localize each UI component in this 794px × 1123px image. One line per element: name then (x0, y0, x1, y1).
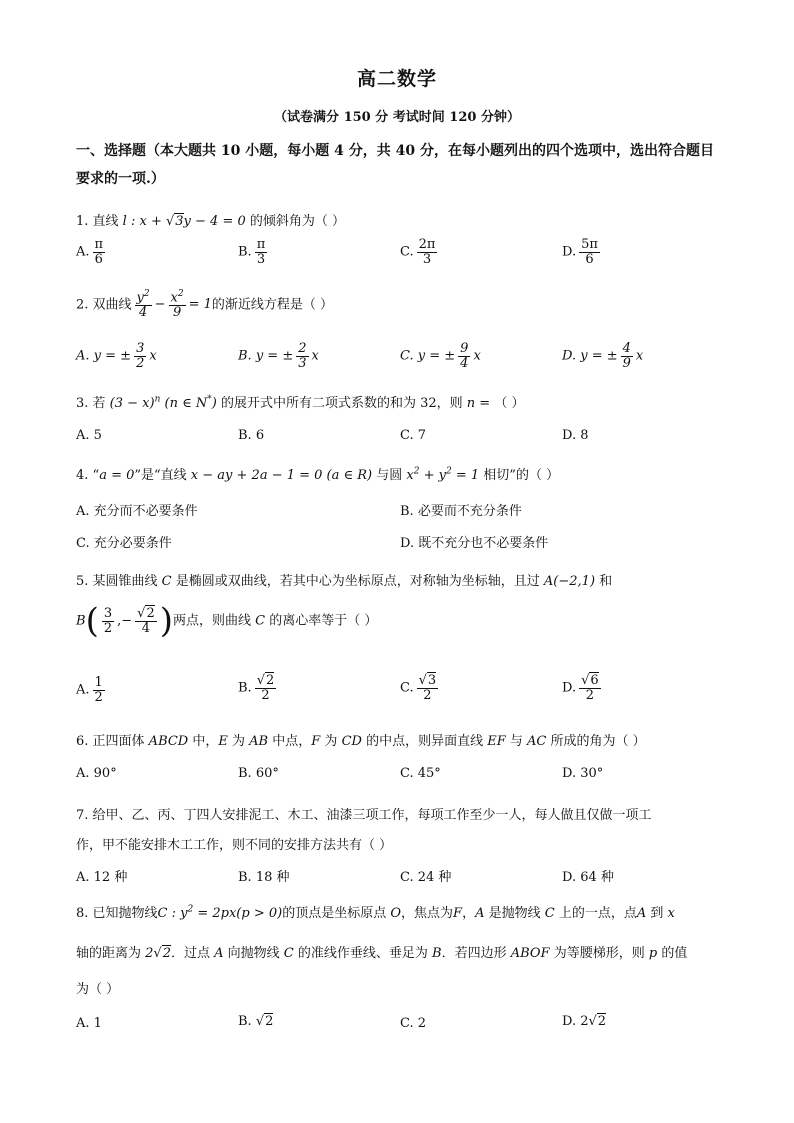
q6-option-c[interactable]: C. 45° (400, 766, 441, 781)
q4-option-b[interactable]: B. 必要而不充分条件 (400, 504, 522, 519)
q7-option-d[interactable]: D. 64 种 (562, 870, 614, 885)
q6-option-a[interactable]: A. 90° (76, 766, 117, 781)
q3-option-d[interactable]: D. 8 (562, 428, 589, 443)
q3-option-b[interactable]: B. 6 (238, 428, 265, 443)
question-8-line-3: 为（ ） (76, 982, 120, 997)
question-1: 1. 直线 l : x + √3y − 4 = 0 的倾斜角为（ ） (76, 214, 346, 229)
section-heading: 一、选择题（本大题共 10 小题，每小题 4 分，共 40 分，在每小题列出的四个选项中，选出符合题目要求的一项.） (76, 143, 714, 187)
q8-option-b[interactable]: B. √2 (238, 1014, 274, 1029)
q2-option-c[interactable]: C. y = ± $\frac{9}{4}$ x (400, 341, 481, 371)
question-6: 6. 正四面体 ABCD 中，E 为 AB 中点，F 为 CD 的中点，则异面直线 EF 与 AC 所成的角为（ ） (76, 734, 646, 749)
q6-option-b[interactable]: B. 60° (238, 766, 279, 781)
question-8-line-1: 8. 已知抛物线C : $y^2 = 2px(p > 0)$的顶点是坐标原点 O，焦点为F，A 是抛物线 C 上的一点，点A 到 x (76, 904, 675, 921)
question-4: 4. “a = 0”是“直线 x − ay + 2a − 1 = 0 (a ∈ R) 与圆 $x^2 + y^2 = 1$ 相切”的（ ） (76, 466, 560, 483)
formula: l : x + √3y − 4 = 0 (118, 214, 250, 229)
q7-option-c[interactable]: C. 24 种 (400, 870, 452, 885)
q6-option-d[interactable]: D. 30° (562, 766, 604, 781)
question-3: 3. 若 $(3 - x)^n$ (n ∈ N*) 的展开式中所有二项式系数的和为 32，则 n = （ ） (76, 394, 525, 411)
question-7-line-2: 作，甲不能安排木工工作，则不同的安排方法共有（ ） (76, 838, 393, 853)
q7-option-a[interactable]: A. 12 种 (76, 870, 128, 885)
q8-option-d[interactable]: D. 2√2 (562, 1014, 607, 1029)
q4-option-d[interactable]: D. 既不充分也不必要条件 (400, 536, 549, 551)
q2-option-b[interactable]: B. y = ± $\frac{2}{3}$ x (238, 341, 319, 371)
question-5-line-2: B( $\frac{3}{2}$ ,− $\frac{√2}{4}$ )两点，则曲线 C 的离心率等于（ ） (76, 601, 378, 641)
q4-option-a[interactable]: A. 充分而不必要条件 (76, 504, 198, 519)
question-8-line-2: 轴的距离为 2√2．过点 A 向抛物线 C 的准线作垂线、垂足为 B．若四边形 ABOF 为等腰梯形，则 p 的值 (76, 946, 688, 961)
q8-option-a[interactable]: A. 1 (76, 1016, 102, 1031)
q3-option-a[interactable]: A. 5 (76, 428, 102, 443)
q3-option-c[interactable]: C. 7 (400, 428, 427, 443)
q1-option-a[interactable]: A. $\frac{\pi}{6}$ (76, 237, 104, 267)
question-5-line-1: 5. 某圆锥曲线 C 是椭圆或双曲线，若其中心为坐标原点，对称轴为坐标轴，且过 A(−2,1) 和 (76, 574, 613, 589)
q7-option-b[interactable]: B. 18 种 (238, 870, 290, 885)
q5-option-a[interactable]: A. $\frac{1}{2}$ (76, 675, 103, 705)
page-title: 高二数学 (356, 68, 437, 90)
question-7-line-1: 7. 给甲、乙、丙、丁四人安排泥工、木工、油漆三项工作，每项工作至少一人，每人做且仅做一项工 (76, 808, 652, 823)
exam-info: （试卷满分 150 分 考试时间 120 分钟） (274, 110, 520, 125)
q2-option-d[interactable]: D. y = ± $\frac{4}{9}$ x (562, 341, 644, 371)
q5-option-b[interactable]: B. $\frac{√2}{2}$ (238, 673, 275, 703)
q8-option-c[interactable]: C. 2 (400, 1016, 427, 1031)
q1-option-d[interactable]: D. $\frac{5\pi}{6}$ (562, 237, 598, 267)
q5-option-c[interactable]: C. $\frac{√3}{2}$ (400, 673, 437, 703)
q1-option-c[interactable]: C. $\frac{2\pi}{3}$ (400, 237, 436, 267)
q5-option-d[interactable]: D. $\frac{√6}{2}$ (562, 673, 599, 703)
q4-option-c[interactable]: C. 充分必要条件 (76, 536, 172, 551)
q1-option-b[interactable]: B. $\frac{\pi}{3}$ (238, 237, 266, 267)
q2-option-a[interactable]: A. y = ± $\frac{3}{2}$ x (76, 341, 157, 371)
question-2: 2. 双曲线 $\frac{y^2}{4}$ − $\frac{x^2}{9}$ = 1的渐近线方程是（ ） (76, 289, 334, 320)
